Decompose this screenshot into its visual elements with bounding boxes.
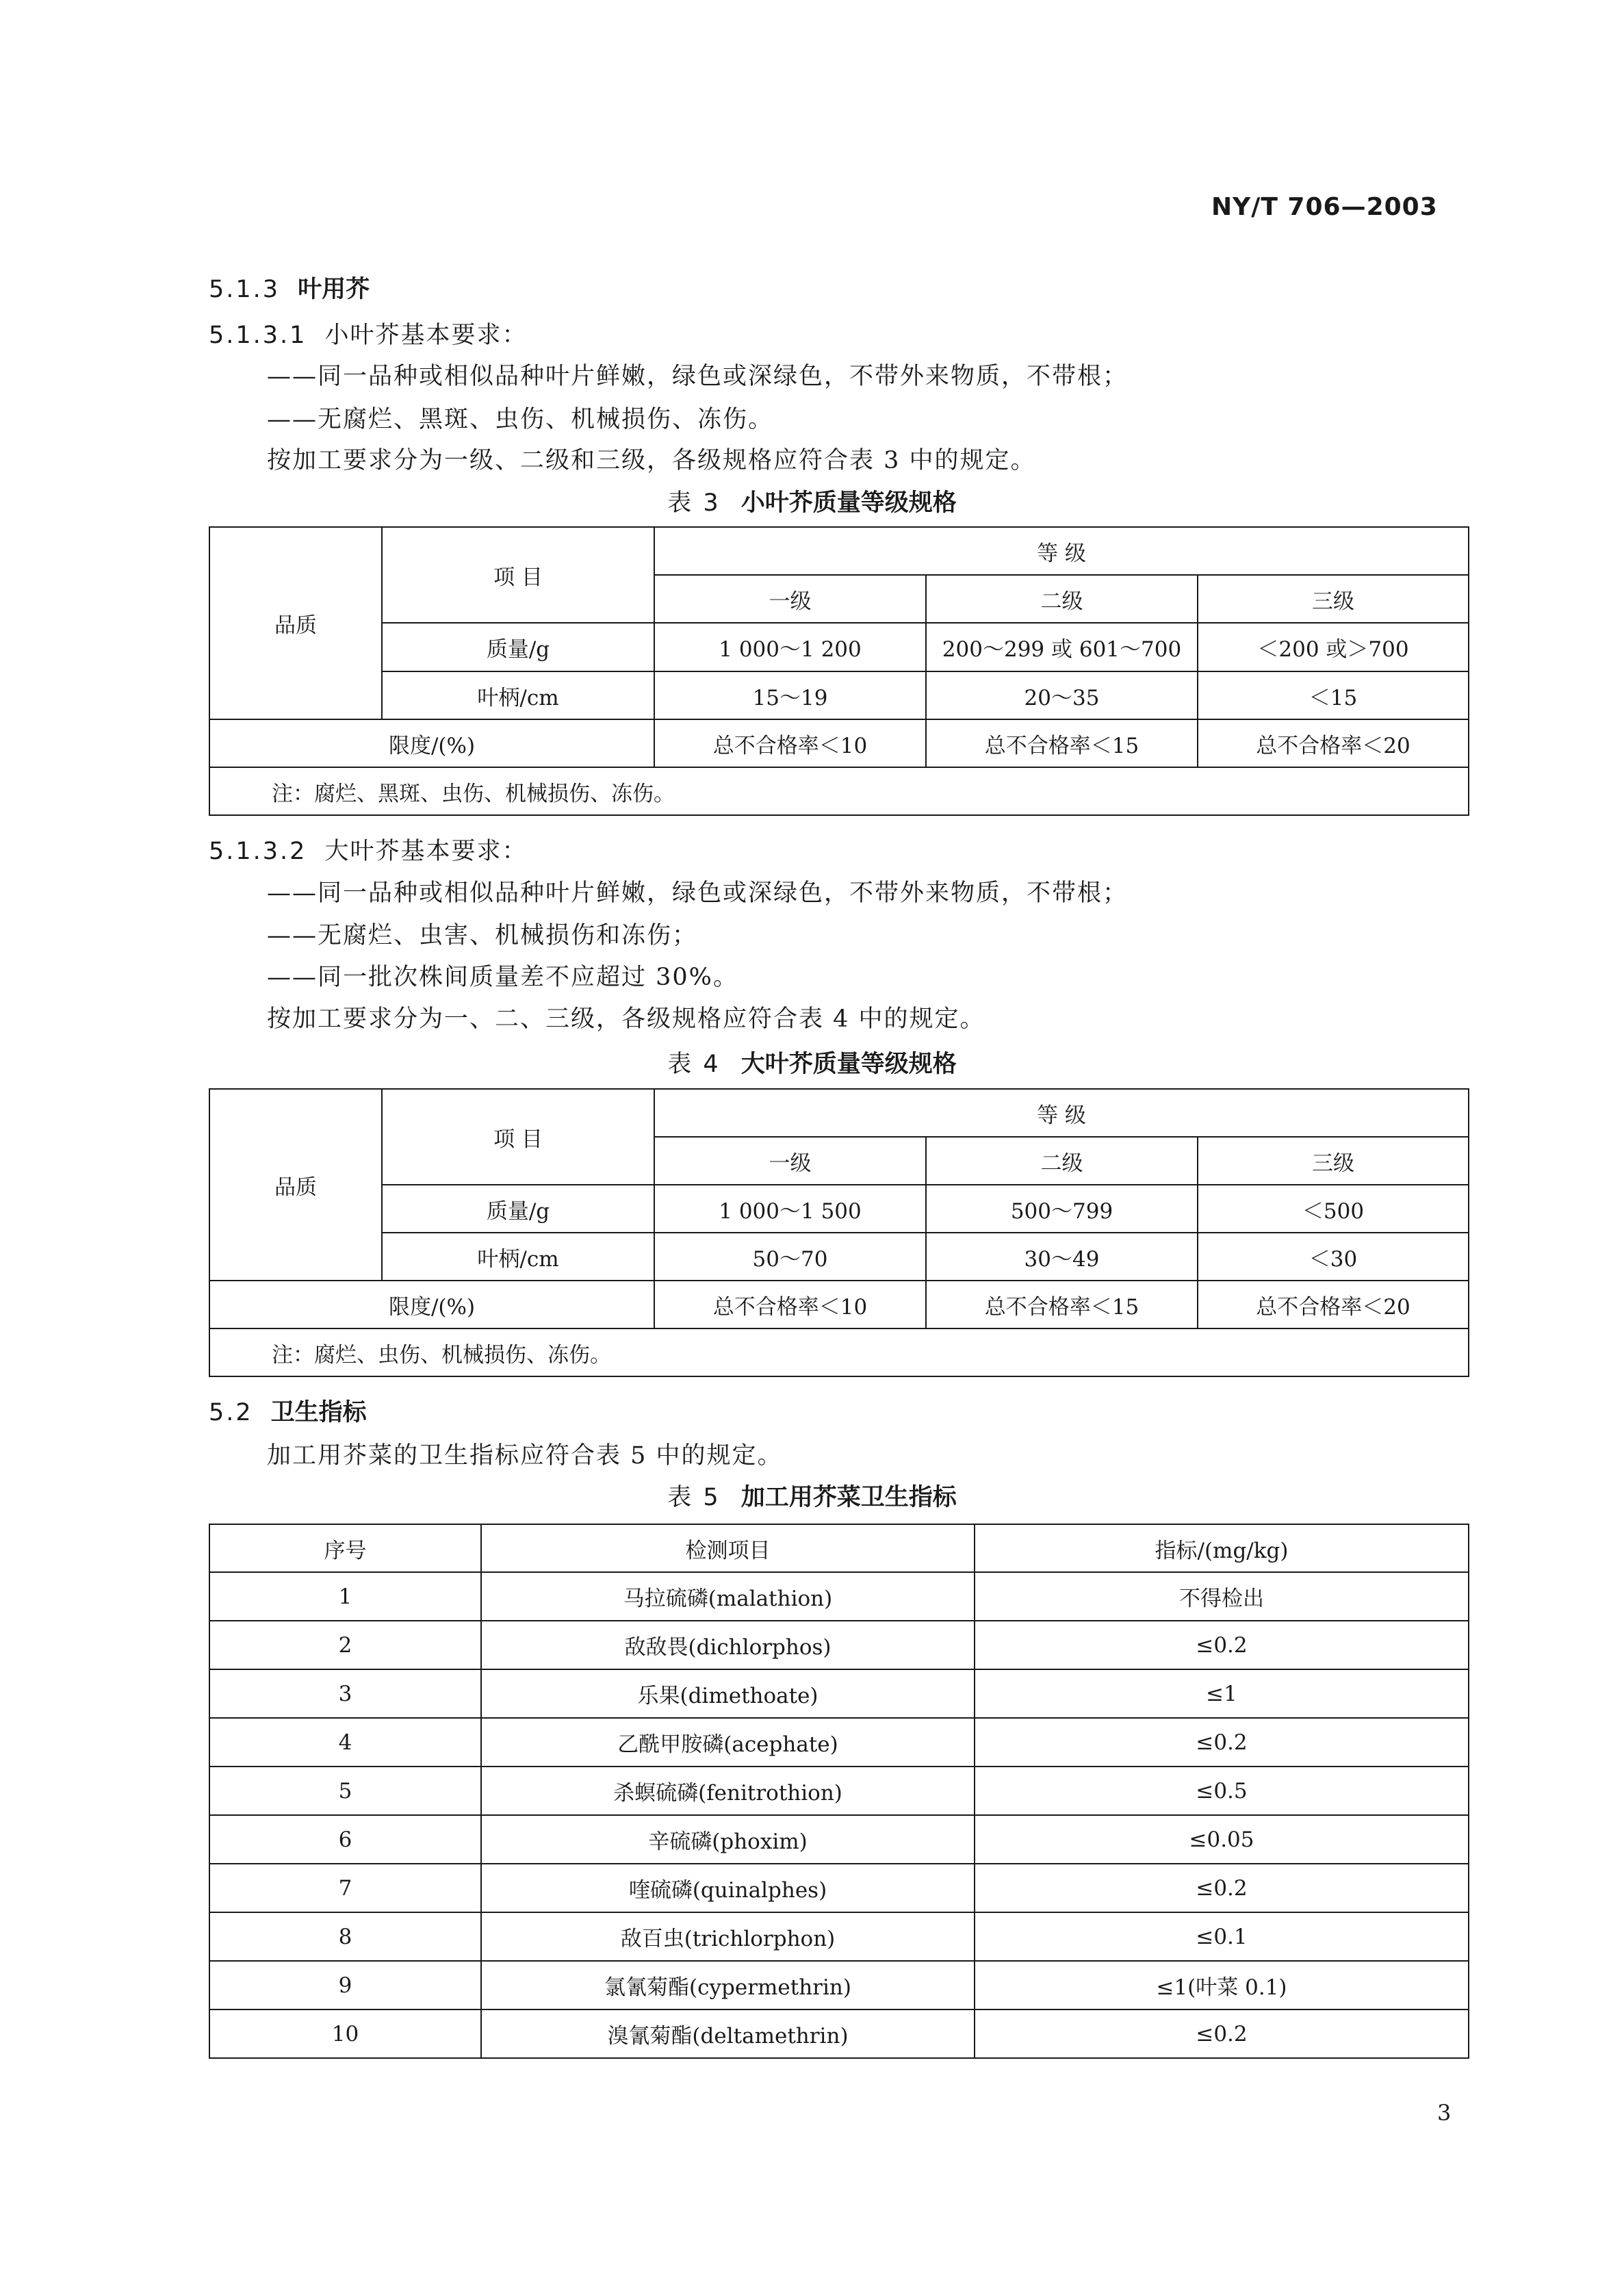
- grade-3-header: 三级: [1198, 1137, 1469, 1185]
- list-item: ——无腐烂、虫害、机械损伤和冻伤；: [267, 922, 698, 949]
- table-4-caption: [0, 1045, 1624, 1079]
- document-number: NY/T 706—2003: [1211, 193, 1438, 221]
- table-cell: ≤0.1: [975, 1912, 1469, 1961]
- table-cell: 总不合格率＜20: [1198, 1281, 1469, 1328]
- item-header: 项 目: [382, 527, 654, 623]
- section-title: 叶用芥: [298, 276, 370, 303]
- paragraph: 加工用芥菜的卫生指标应符合表 5 中的规定。: [267, 1442, 783, 1469]
- table-cell: 5: [209, 1767, 481, 1815]
- table-row: [209, 623, 1469, 671]
- section-title: 大叶芥基本要求：: [324, 838, 528, 865]
- table-cell: 敌敌畏(dichlorphos): [481, 1621, 975, 1669]
- table-cell: 辛硫磷(phoxim): [481, 1815, 975, 1864]
- table-cell: ≤1: [975, 1669, 1469, 1718]
- item-header: 项 目: [382, 1089, 654, 1185]
- grade-2-header: 二级: [926, 575, 1198, 623]
- table-cell: ≤1(叶菜 0.1): [975, 1961, 1469, 2009]
- section-number: 5.2: [209, 1399, 253, 1426]
- table-cell: ≤0.5: [975, 1767, 1469, 1815]
- quality-cell: 品质: [209, 527, 382, 719]
- page-number: 3: [1437, 2100, 1452, 2126]
- table-cell: 8: [209, 1912, 481, 1961]
- table-cell: 200～299 或 601～700: [926, 623, 1198, 671]
- table-cell: 乙酰甲胺磷(acephate): [481, 1718, 975, 1767]
- table-cell: ＜500: [1198, 1185, 1469, 1233]
- row-name: 叶柄/cm: [382, 1233, 654, 1281]
- paragraph: 按加工要求分为一级、二级和三级，各级规格应符合表 3 中的规定。: [267, 447, 1036, 474]
- table-cell: 溴氰菊酯(deltamethrin): [481, 2009, 975, 2058]
- section-5-1-3-2-heading: [209, 832, 527, 866]
- table-row: [209, 1815, 1469, 1864]
- limit-label: 限度/(%): [209, 719, 654, 767]
- table-cell: 6: [209, 1815, 481, 1864]
- table-row: [209, 1718, 1469, 1767]
- column-header: 指标/(mg/kg): [975, 1524, 1469, 1572]
- column-header: 序号: [209, 1524, 481, 1572]
- table-cell: 500～799: [926, 1185, 1198, 1233]
- row-name: 质量/g: [382, 1185, 654, 1233]
- table-cell: 30～49: [926, 1233, 1198, 1281]
- table-cell: 敌百虫(trichlorphon): [481, 1912, 975, 1961]
- table-row: [209, 1621, 1469, 1669]
- table-cell: ＜30: [1198, 1233, 1469, 1281]
- table-row: [209, 1864, 1469, 1912]
- table-cell: ≤0.2: [975, 1864, 1469, 1912]
- table-label: 表 3: [667, 489, 721, 517]
- table-cell: 15～19: [654, 671, 926, 719]
- table-cell: ≤0.2: [975, 1718, 1469, 1767]
- table-cell: 氯氰菊酯(cypermethrin): [481, 1961, 975, 2009]
- table-row: [209, 1572, 1469, 1621]
- table-cell: 50～70: [654, 1233, 926, 1281]
- table-cell: ＜15: [1198, 671, 1469, 719]
- paragraph: 按加工要求分为一、二、三级，各级规格应符合表 4 中的规定。: [267, 1005, 985, 1033]
- section-5-1-3-1-heading: [209, 316, 527, 350]
- table-cell: 2: [209, 1621, 481, 1669]
- table-cell: 4: [209, 1718, 481, 1767]
- table-cell: ≤0.2: [975, 1621, 1469, 1669]
- table-row: [209, 1912, 1469, 1961]
- row-name: 叶柄/cm: [382, 671, 654, 719]
- table-cell: 10: [209, 2009, 481, 2058]
- table-cell: 总不合格率＜10: [654, 1281, 926, 1328]
- table-row: [209, 1767, 1469, 1815]
- table-note: 注：腐烂、黑斑、虫伤、机械损伤、冻伤。: [209, 767, 1469, 815]
- table-row: [209, 1233, 1469, 1281]
- grade-header: 等 级: [654, 1089, 1469, 1137]
- list-item: ——同一品种或相似品种叶片鲜嫩，绿色或深绿色，不带外来物质，不带根；: [267, 363, 1129, 390]
- table-cell: 总不合格率＜10: [654, 719, 926, 767]
- section-number: 5.1.3.1: [209, 322, 307, 349]
- table-row: [209, 1281, 1469, 1328]
- grade-2-header: 二级: [926, 1137, 1198, 1185]
- table-row: [209, 1185, 1469, 1233]
- table-cell: 不得检出: [975, 1572, 1469, 1621]
- list-item: ——同一批次株间质量差不应超过 30%。: [267, 964, 738, 991]
- table-cell: 1: [209, 1572, 481, 1621]
- table-label: 表 5: [667, 1484, 721, 1511]
- table-cell: 总不合格率＜20: [1198, 719, 1469, 767]
- table-4: [209, 1088, 1469, 1377]
- table-row: [209, 719, 1469, 767]
- table-row: [209, 1961, 1469, 2009]
- table-cell: 杀螟硫磷(fenitrothion): [481, 1767, 975, 1815]
- table-cell: 喹硫磷(quinalphes): [481, 1864, 975, 1912]
- section-title: 小叶芥基本要求：: [324, 322, 528, 349]
- table-cell: 7: [209, 1864, 481, 1912]
- table-row: [209, 671, 1469, 719]
- grade-1-header: 一级: [654, 575, 926, 623]
- table-title: 加工用芥菜卫生指标: [740, 1484, 957, 1511]
- table-cell: 总不合格率＜15: [926, 1281, 1198, 1328]
- table-cell: 1 000～1 500: [654, 1185, 926, 1233]
- table-row: [209, 2009, 1469, 2058]
- table-title: 小叶芥质量等级规格: [740, 489, 957, 517]
- quality-cell: 品质: [209, 1089, 382, 1281]
- table-cell: 1 000～1 200: [654, 623, 926, 671]
- table-cell: 20～35: [926, 671, 1198, 719]
- limit-label: 限度/(%): [209, 1281, 654, 1328]
- row-name: 质量/g: [382, 623, 654, 671]
- table-3-caption: [0, 484, 1624, 518]
- table-note: 注：腐烂、虫伤、机械损伤、冻伤。: [209, 1328, 1469, 1376]
- table-cell: 总不合格率＜15: [926, 719, 1198, 767]
- section-5-2-heading: [209, 1394, 367, 1428]
- grade-header: 等 级: [654, 527, 1469, 575]
- table-cell: ＜200 或＞700: [1198, 623, 1469, 671]
- section-title: 卫生指标: [270, 1399, 367, 1426]
- table-5: [209, 1524, 1469, 2059]
- table-cell: ≤0.05: [975, 1815, 1469, 1864]
- table-row: [209, 1669, 1469, 1718]
- table-title: 大叶芥质量等级规格: [740, 1051, 957, 1078]
- table-5-caption: [0, 1478, 1624, 1513]
- table-3: [209, 526, 1469, 816]
- table-header-row: [209, 1524, 1469, 1572]
- section-number: 5.1.3: [209, 276, 281, 303]
- table-label: 表 4: [667, 1051, 721, 1078]
- list-item: ——同一品种或相似品种叶片鲜嫩，绿色或深绿色，不带外来物质，不带根；: [267, 879, 1129, 907]
- section-5-1-3-heading: [209, 270, 370, 305]
- table-cell: 9: [209, 1961, 481, 2009]
- list-item: ——无腐烂、黑斑、虫伤、机械损伤、冻伤。: [267, 406, 774, 433]
- grade-1-header: 一级: [654, 1137, 926, 1185]
- section-number: 5.1.3.2: [209, 838, 307, 865]
- column-header: 检测项目: [481, 1524, 975, 1572]
- table-cell: 马拉硫磷(malathion): [481, 1572, 975, 1621]
- table-cell: 3: [209, 1669, 481, 1718]
- table-cell: ≤0.2: [975, 2009, 1469, 2058]
- grade-3-header: 三级: [1198, 575, 1469, 623]
- table-cell: 乐果(dimethoate): [481, 1669, 975, 1718]
